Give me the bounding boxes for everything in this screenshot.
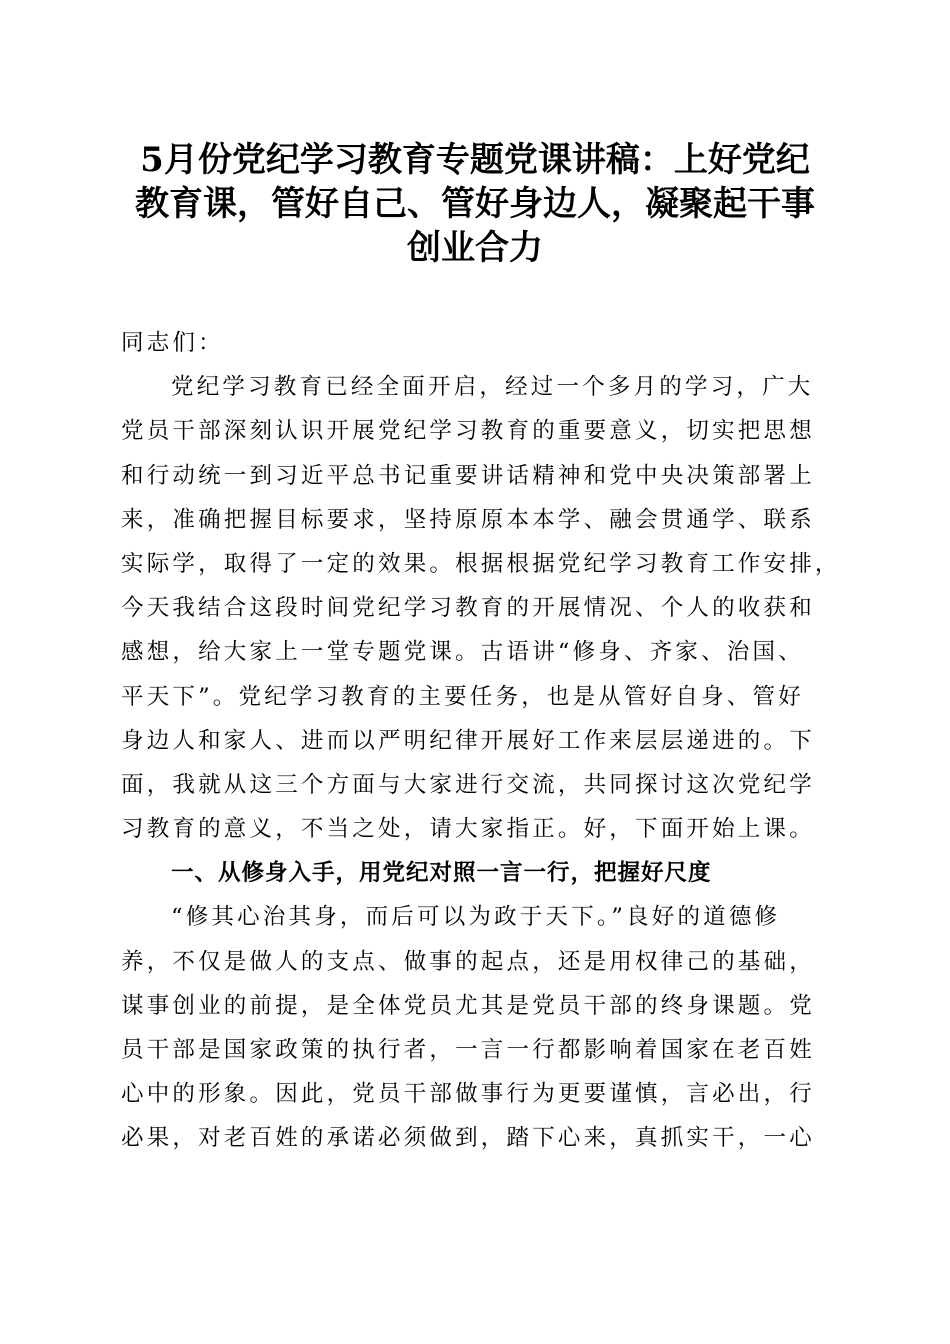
section-heading-1: 一、从修身入手，用党纪对照一言一行，把握好尺度: [171, 860, 712, 887]
paragraph-intro: [121, 365, 841, 851]
paragraph-line: 身边人和家人、进而以严明纪律开展好工作来层层递进的。下: [121, 727, 815, 754]
paragraph-line: 员干部是国家政策的执行者，一言一行都影响着国家在老百姓: [121, 1037, 815, 1063]
paragraph-line: 和行动统一到习近平总书记重要讲话精神和党中央决策部署上: [121, 462, 815, 489]
paragraph-line: 习教育的意义，不当之处，请大家指正。好，下面开始上课。: [121, 816, 815, 843]
paragraph-line: 来，准确把握目标要求，坚持原原本本学、融会贯通学、联系: [121, 506, 815, 533]
paragraph-line: 平天下”。党纪学习教育的主要任务，也是从管好自身、管好: [121, 683, 804, 710]
paragraph-line: 心中的形象。因此，党员干部做事行为更要谨慎，言必出，行: [121, 1081, 815, 1108]
paragraph-line: “修其心治其身，而后可以为政于天下。”良好的道德修: [171, 904, 781, 931]
paragraph-line: 感想，给大家上一堂专题党课。古语讲“修身、齐家、治国、: [121, 639, 804, 666]
title-line-3: 创业合力: [407, 228, 543, 268]
title-line-1: 5月份党纪学习教育专题党课讲稿：上好党纪: [140, 140, 810, 180]
paragraph-line: 实际学，取得了一定的效果。根据根据党纪学习教育工作安排，: [121, 550, 841, 577]
document-body: [121, 321, 841, 1161]
paragraph-line: 面，我就从这三个方面与大家进行交流，共同探讨这次党纪学: [121, 771, 815, 798]
document-title: [110, 138, 840, 270]
paragraph-line: 党纪学习教育已经全面开启，经过一个多月的学习，广大: [171, 374, 814, 401]
paragraph-line: 今天我结合这段时间党纪学习教育的开展情况、个人的收获和: [121, 595, 815, 622]
title-line-2: 教育课，管好自己、管好身边人，凝聚起干事: [135, 184, 815, 224]
salutation: 同志们：: [121, 330, 224, 356]
paragraph-line: 养，不仅是做人的支点、做事的起点，还是用权律己的基础，: [121, 948, 815, 975]
paragraph-line: 必果，对老百姓的承诺必须做到，踏下心来，真抓实干，一心: [121, 1125, 815, 1152]
paragraph-line: 谋事创业的前提，是全体党员尤其是党员干部的终身课题。党: [121, 992, 815, 1019]
paragraph-section-1: [121, 895, 833, 1160]
paragraph-line: 党员干部深刻认识开展党纪学习教育的重要意义，切实把思想: [121, 418, 815, 445]
